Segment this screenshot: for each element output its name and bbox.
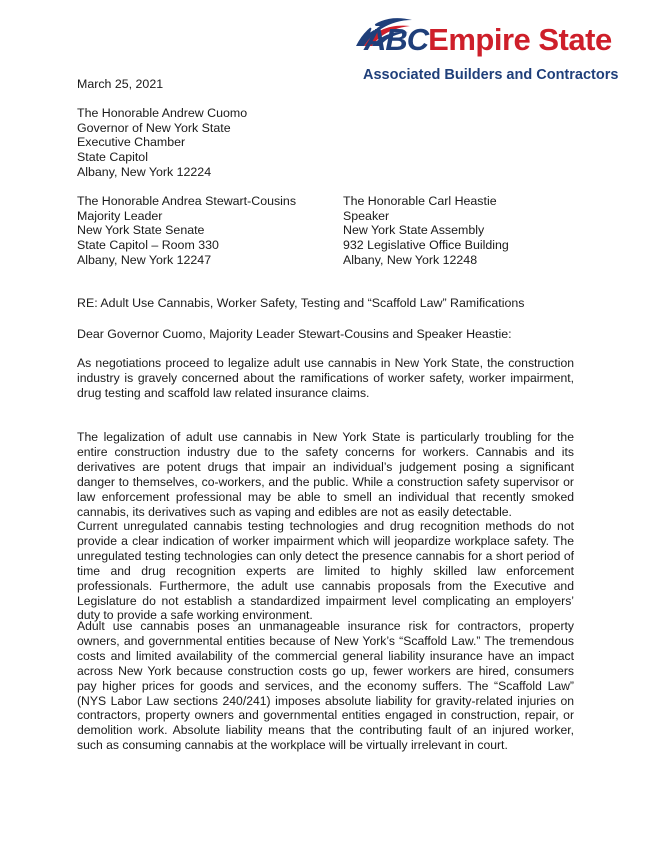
- salutation: Dear Governor Cuomo, Majority Leader Stewart-Cousins and Speaker Heastie:: [77, 327, 512, 341]
- body-paragraph-4: Adult use cannabis poses an unmanageable insurance risk for contractors, property owners, and governmental entities because of New York’s “Scaffold Law.” The tremendous costs and limited availability of the commercial general liability insurance have an impact across New York because construction costs go up, fewer workers are hired, consumers pay higher prices for goods and services, and the economy suffers. The “Scaffold Law” (NYS Labor Law sections 240/241) imposes absolute liability for gravity-related injuries on contractors, property owners and governmental entities engaged in construction, repair, or demolition work. Absolute liability means that the contributing fault of an injured worker, such as consuming cannabis at the workplace will be virtually irrelevant in court.: [77, 619, 574, 753]
- address-line: Majority Leader: [77, 208, 163, 223]
- body-paragraph-3: Current unregulated cannabis testing technologies and drug recognition methods do not provide a clear indication of worker impairment which will jeopardize workplace safety. The unregulated testing technologies can only detect the presence cannabis for a short period of time and drug recognition experts are limited to highly skilled law enforcement professionals. Furthermore, the adult use cannabis proposals from the Executive and Legislature do not establish a standardized impairment level complicating an employers’ duty to provide a safe working environment.: [77, 519, 574, 623]
- address-line: New York State Senate: [77, 223, 205, 238]
- address-line: Albany, New York 12248: [343, 252, 478, 267]
- logo-org: Empire State: [428, 22, 612, 57]
- body-paragraph-1: As negotiations proceed to legalize adult use cannabis in New York State, the construction industry is gravely concerned about the ramifications of worker safety, worker impairment, drug testing and scaffold law related insurance claims.: [77, 356, 574, 400]
- letter-date: March 25, 2021: [77, 77, 164, 91]
- address-line: New York State Assembly: [343, 223, 485, 238]
- address-line: Albany, New York 12224: [77, 164, 212, 179]
- address-line: State Capitol – Room 330: [77, 238, 219, 253]
- address-block-assembly: [343, 194, 509, 268]
- address-line: Governor of New York State: [77, 120, 231, 135]
- abc-logo: [354, 16, 628, 88]
- body-paragraph-2: The legalization of adult use cannabis in New York State is particularly troubling for the entire construction industry due to the safety concerns for workers. Cannabis and its derivatives are potent drugs that impair an individual’s judgement posing a significant danger to themselves, co-workers, and the public. While a construction safety supervisor or law enforcement professional may be able to smell an individual that recently smoked cannabis, its derivatives such as vaping and edibles are not as easily detectable.: [77, 430, 574, 519]
- address-line: Executive Chamber: [77, 135, 186, 150]
- address-line: The Honorable Andrea Stewart-Cousins: [77, 194, 297, 208]
- address-line: Speaker: [343, 208, 390, 223]
- address-block-governor: [77, 106, 247, 180]
- address-line: 932 Legislative Office Building: [343, 238, 509, 253]
- address-line: The Honorable Carl Heastie: [343, 194, 497, 208]
- address-line: Albany, New York 12247: [77, 252, 212, 267]
- subject-line: RE: Adult Use Cannabis, Worker Safety, Testing and “Scaffold Law” Ramifications: [77, 296, 525, 310]
- address-block-senate: [77, 194, 296, 268]
- logo-abc: ABC: [364, 22, 429, 57]
- logo-subtitle: Associated Builders and Contractors: [363, 67, 619, 83]
- address-line: The Honorable Andrew Cuomo: [77, 106, 248, 120]
- logo-wordmark: [364, 20, 612, 60]
- address-line: State Capitol: [77, 150, 148, 165]
